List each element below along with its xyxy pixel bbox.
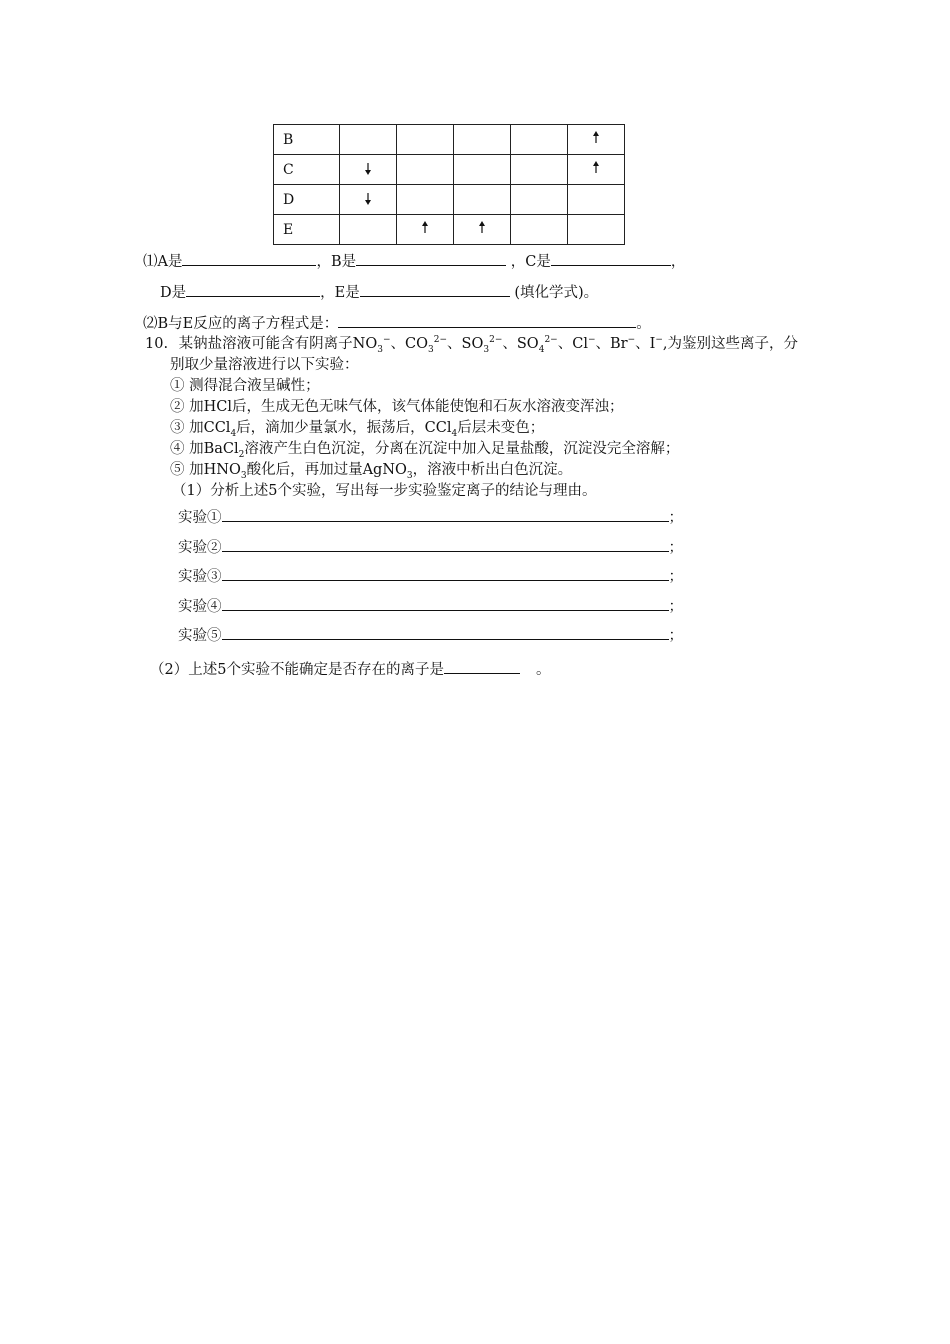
- answer-blank-ion[interactable]: [444, 658, 520, 674]
- table-cell: [568, 125, 625, 155]
- answer-line[interactable]: [222, 623, 669, 640]
- answer-line[interactable]: [222, 564, 669, 581]
- gas-arrow-up-icon: [421, 221, 429, 235]
- table-cell: [511, 215, 568, 245]
- table-row: [274, 215, 625, 245]
- precipitate-arrow-down-icon: [364, 161, 372, 175]
- table-cell: [511, 185, 568, 215]
- table-cell: [454, 185, 511, 215]
- q2-line: [143, 312, 651, 333]
- q1-line1: [143, 250, 685, 271]
- q1-c-label: ，C是: [510, 254, 551, 270]
- answer-line[interactable]: [222, 594, 669, 611]
- subquestion-1: （1）分析上述5个实验，写出每一步实验鉴定离子的结论与理由。: [172, 483, 597, 499]
- answer-line[interactable]: [222, 535, 669, 552]
- q1-e-label: ，E是: [320, 285, 360, 301]
- table-cell: [397, 125, 454, 155]
- experiment-label: 实验②: [178, 539, 222, 556]
- table-cell: [397, 185, 454, 215]
- answer-line[interactable]: [222, 505, 669, 522]
- q1-d-label: D是: [160, 285, 187, 301]
- experiment-answer-row: 实验③ ；: [178, 564, 683, 586]
- answer-blank-e[interactable]: [360, 281, 510, 297]
- table-cell: [340, 215, 397, 245]
- row-label: B: [274, 125, 340, 155]
- experiment-answer-row: 实验⑤ ；: [178, 623, 683, 645]
- row-label: C: [274, 155, 340, 185]
- experiment-label: 实验④: [178, 598, 222, 615]
- p10-line1: 10. 某钠盐溶液可能含有阴离子$NO_3^-$、$CO_3^{2-}$、$SO_3^{2-}$、$SO_4^{2-}$、Cl−、Br−、I−,为鉴别这些离子，分: [145, 335, 799, 355]
- experiment-step-5: ⑤ 加$HNO_3$酸化后，再加过量AgNO$_3$，溶液中析出白色沉淀。: [170, 462, 573, 481]
- row-label: D: [274, 185, 340, 215]
- experiment-step-4: ④ 加BaCl$_2$溶液产生白色沉淀，分离在沉淀中加入足量盐酸，沉淀没完全溶解；: [170, 441, 680, 460]
- q1-note: (填化学式)。: [514, 285, 599, 301]
- subquestion-2: （2）上述5个实验不能确定是否存在的离子是 。: [150, 658, 550, 679]
- table-cell: [511, 155, 568, 185]
- table-cell: [454, 155, 511, 185]
- precipitate-arrow-down-icon: [364, 191, 372, 205]
- answer-blank-c[interactable]: [551, 250, 671, 266]
- gas-arrow-up-icon: [592, 161, 600, 175]
- table-cell: [340, 125, 397, 155]
- q1-line2: [160, 281, 598, 302]
- p10-line2: 别取少量溶液进行以下实验：: [170, 357, 359, 373]
- experiment-step-2: ② 加HCl后，生成无色无味气体，该气体能使饱和石灰水溶液变浑浊；: [170, 399, 624, 415]
- table-row: [274, 155, 625, 185]
- experiment-answer-row: 实验① ；: [178, 505, 683, 527]
- gas-arrow-up-icon: [478, 221, 486, 235]
- experiment-label: 实验①: [178, 510, 222, 526]
- answer-blank-equation[interactable]: [338, 312, 636, 328]
- answer-blank-a[interactable]: [182, 250, 316, 266]
- table-cell: [568, 155, 625, 185]
- experiment-label: 实验⑤: [178, 628, 222, 644]
- table-cell: [397, 215, 454, 245]
- experiment-step-3: ③ 加CCl$_4$后，滴加少量氯水，振荡后，CCl$_4$后层未变色；: [170, 420, 545, 439]
- q2-end: 。: [636, 316, 651, 332]
- experiment-answer-row: 实验④ ；: [178, 594, 683, 616]
- row-label: E: [274, 215, 340, 245]
- experiment-answer-row: 实验② ；: [178, 535, 683, 557]
- answer-blank-b[interactable]: [356, 250, 506, 266]
- answer-blank-d[interactable]: [186, 281, 320, 297]
- q1-b-label: ，B是: [316, 254, 357, 270]
- intro-a: 某钠盐溶液可能含有阴离子NO: [178, 336, 378, 352]
- table-cell: [454, 215, 511, 245]
- table-cell: [568, 215, 625, 245]
- q1-comma: ，: [670, 254, 686, 270]
- experiment-step-1: ① 测得混合液呈碱性；: [170, 378, 320, 394]
- q1-a-label: ⑴A是: [143, 254, 183, 270]
- table-cell: [340, 185, 397, 215]
- gas-arrow-up-icon: [592, 131, 600, 145]
- experiment-label: 实验③: [178, 569, 222, 585]
- question-number: 10.: [145, 336, 169, 352]
- reaction-table: [273, 124, 625, 245]
- table-cell: [454, 125, 511, 155]
- table-cell: [340, 155, 397, 185]
- table-row: [274, 125, 625, 155]
- table-cell: [511, 125, 568, 155]
- table-row: [274, 185, 625, 215]
- table-cell: [568, 185, 625, 215]
- q2-text: ⑵B与E反应的离子方程式是：: [143, 316, 339, 332]
- table-cell: [397, 155, 454, 185]
